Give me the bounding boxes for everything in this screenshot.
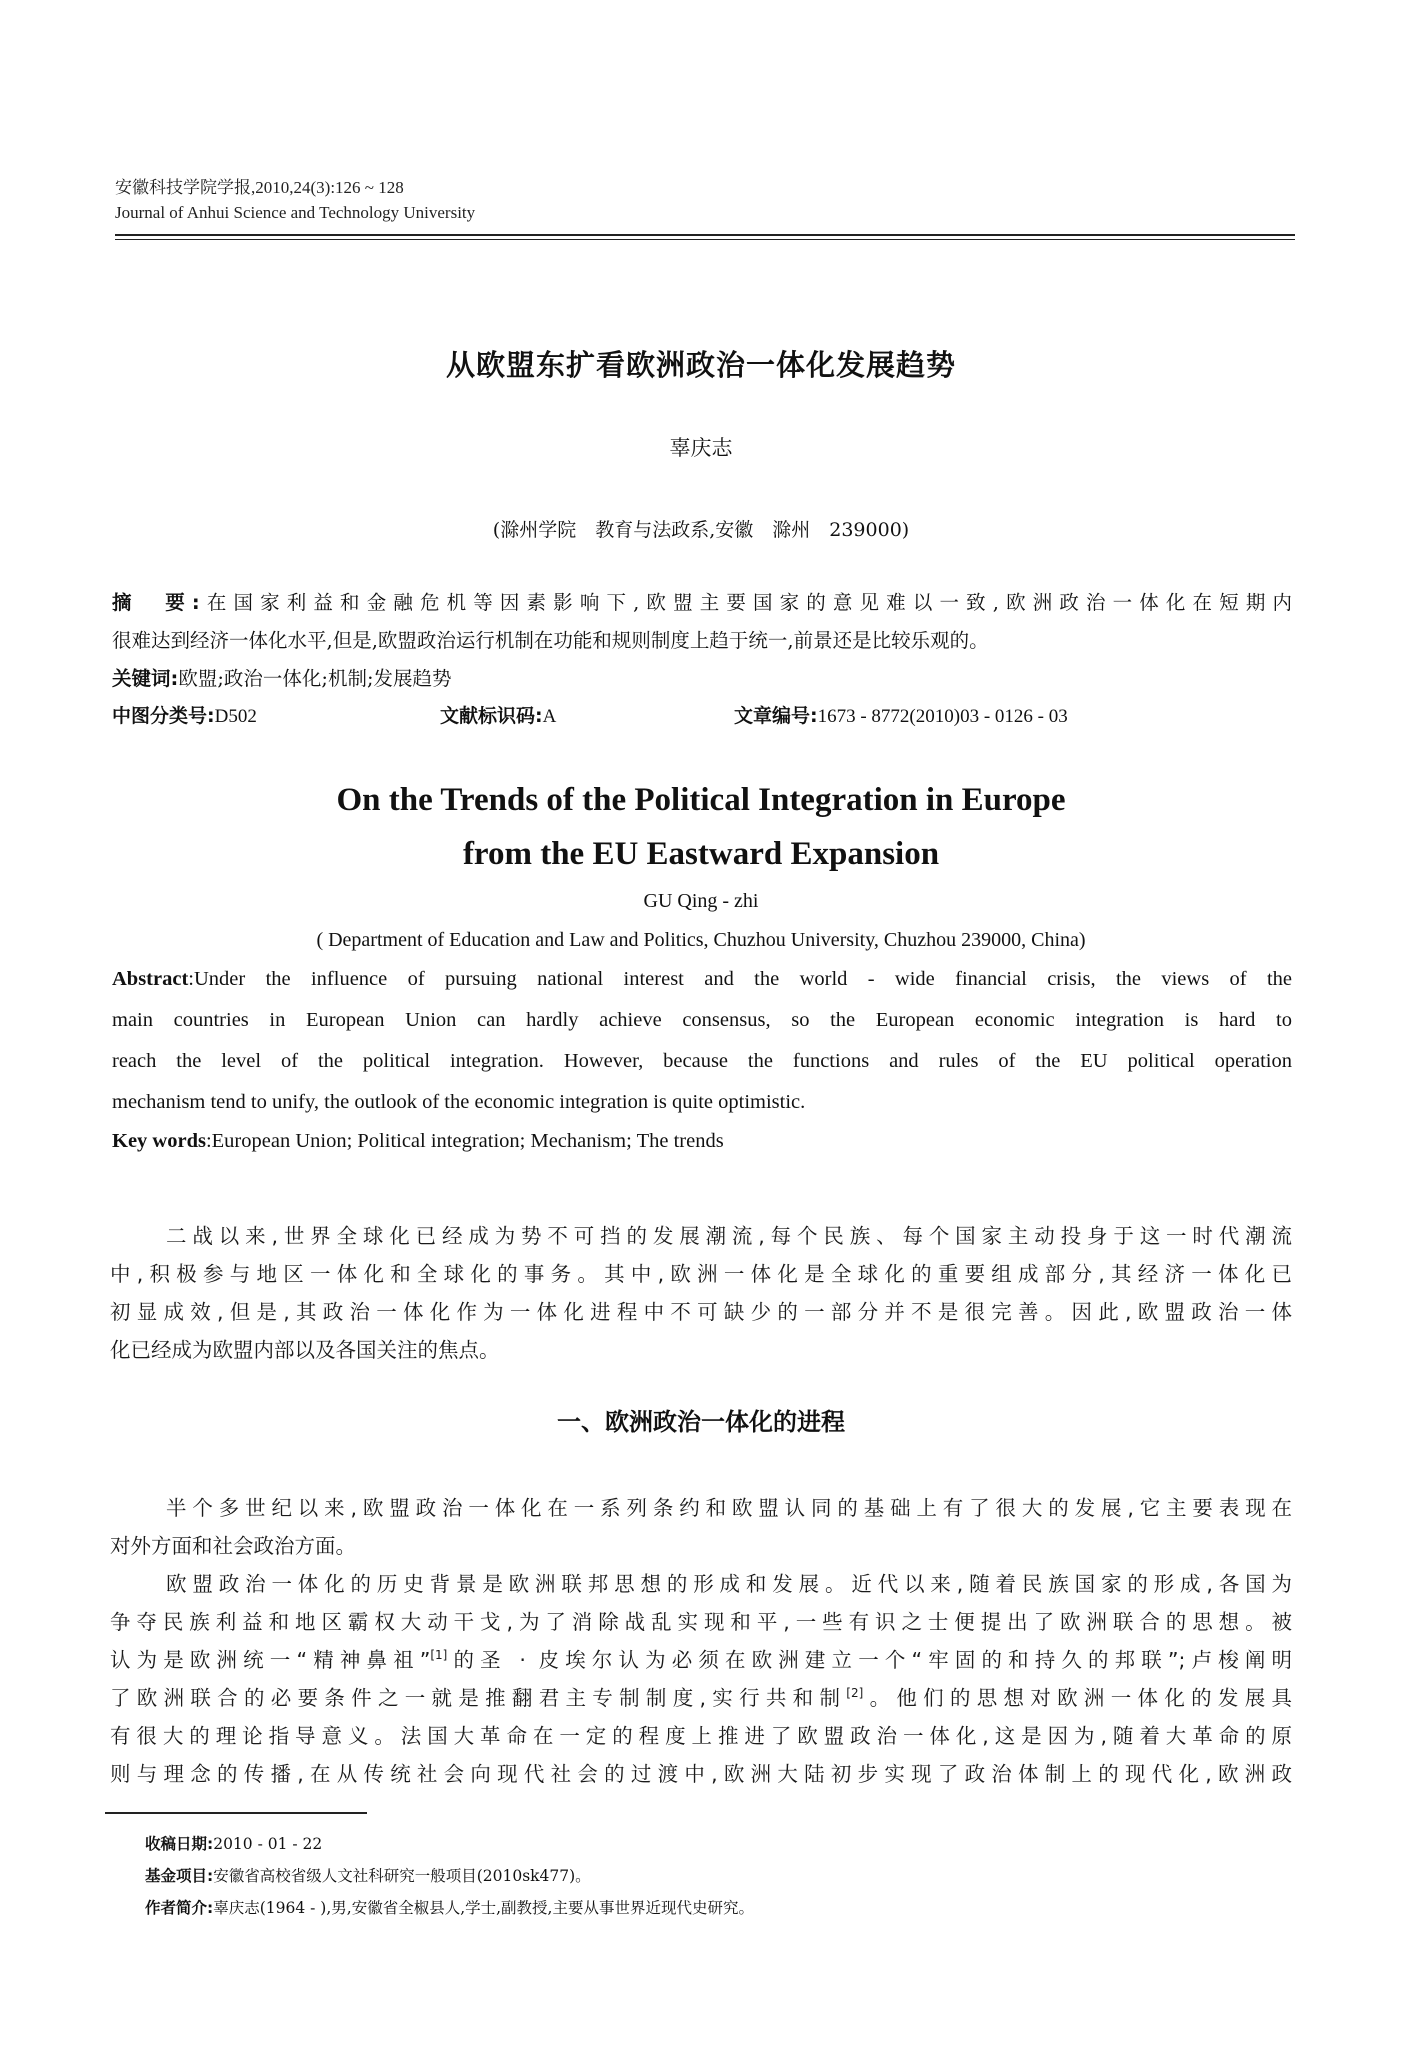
intro-line-1: 二战以来,世界全球化已经成为势不可挡的发展潮流,每个民族、每个国家主动投身于这一时代潮流 xyxy=(166,1224,1292,1248)
abstract-en-line-1: Abstract:Under the influence of pursuing national interest and the world - wide financial crisis, the views of the xyxy=(112,968,1292,990)
journal-name: Journal of Anhui Science and Technology University xyxy=(115,203,476,222)
intro-line-2: 中,积极参与地区一体化和全球化的事务。其中,欧洲一体化是全球化的重要组成部分,其经济一体化已 xyxy=(110,1262,1292,1286)
article-title-en-line-2: from the EU Eastward Expansion xyxy=(462,836,940,872)
affiliation-cn: (滁州学院 教育与法政系,安徽 滁州 239000) xyxy=(492,519,910,541)
abstract-en-line-3: reach the level of the political integration. However, because the functions and rules of the EU political operation xyxy=(112,1050,1292,1072)
abstract-cn-line-2: 很难达到经济一体化水平,但是,欧盟政治运行机制在功能和规则制度上趋于统一,前景还是比较乐观的。 xyxy=(112,629,989,652)
keywords-en-label: Key words xyxy=(112,1130,206,1152)
author-name-cn: 辜庆志 xyxy=(669,436,733,460)
doc-code-label: 文献标识码: xyxy=(440,705,543,727)
s1-p2-line-6: 则与理念的传播,在从传统社会向现代社会的过渡中,欧洲大陆初步实现了政治体制上的现代化,欧洲政 xyxy=(110,1762,1292,1786)
abstract-cn-text: 在国家利益和金融危机等因素影响下,欧盟主要国家的意见难以一致,欧洲政治一体化在短期内 xyxy=(199,591,1292,614)
citation-ref-1[interactable]: [1] xyxy=(430,1648,448,1663)
footnote-rule xyxy=(105,1812,367,1814)
affiliation-en: ( Department of Education and Law and Politics, Chuzhou University, Chuzhou 239000, China) xyxy=(316,929,1086,951)
abstract-en-line-4: mechanism tend to unify, the outlook of the economic integration is quite optimistic. xyxy=(112,1091,806,1113)
s1-p2-line-1: 欧盟政治一体化的历史背景是欧洲联邦思想的形成和发展。近代以来,随着民族国家的形成,各国为 xyxy=(166,1572,1292,1596)
keywords-en-value: European Union; Political integration; Mechanism; The trends xyxy=(211,1130,724,1152)
article-title-en-line-1: On the Trends of the Political Integration in Europe xyxy=(336,782,1066,818)
s1-p2-line-2: 争夺民族利益和地区霸权大动干戈,为了消除战乱实现和平,一些有识之士便提出了欧洲联合的思想。被 xyxy=(110,1610,1292,1634)
footnote-received-date: 收稿日期:2010 - 01 - 22 xyxy=(145,1835,323,1853)
header-rule-bottom xyxy=(115,239,1295,240)
intro-line-4: 化已经成为欧盟内部以及各国关注的焦点。 xyxy=(110,1338,500,1362)
header-rule-top xyxy=(115,234,1295,236)
journal-citation: 安徽科技学院学报,2010,24(3):126 ~ 128 xyxy=(115,178,404,197)
intro-line-3: 初显成效,但是,其政治一体化作为一体化进程中不可缺少的一部分并不是很完善。因此,欧盟政治一体 xyxy=(110,1300,1292,1324)
s1-p2-line-4: 了欧洲联合的必要条件之一就是推翻君主专制制度,实行共和制[2]。他们的思想对欧洲一体化的发展具 xyxy=(110,1686,1293,1710)
s1-p2-line-5: 有很大的理论指导意义。法国大革命在一定的程度上推进了欧盟政治一体化,这是因为,随着大革命的原 xyxy=(110,1724,1292,1748)
author-name-en: GU Qing - zhi xyxy=(643,890,759,912)
s1-p1-line-2: 对外方面和社会政治方面。 xyxy=(110,1534,356,1558)
s1-p1-line-1: 半个多世纪以来,欧盟政治一体化在一系列条约和欧盟认同的基础上有了很大的发展,它主要表现在 xyxy=(166,1496,1292,1520)
clc-value: D502 xyxy=(214,706,257,727)
article-no-label: 文章编号: xyxy=(734,705,818,727)
keywords-cn-value: 欧盟;政治一体化;机制;发展趋势 xyxy=(178,667,452,690)
article-title-cn: 从欧盟东扩看欧洲政治一体化发展趋势 xyxy=(445,348,956,382)
article-no-value: 1673 - 8772(2010)03 - 0126 - 03 xyxy=(817,706,1068,727)
abstract-en-label: Abstract xyxy=(112,968,189,990)
abstract-en-text: Under the influence of pursuing national interest and the world - wide financial crisis, the views of the xyxy=(194,968,1292,990)
clc-label: 中图分类号: xyxy=(112,705,215,727)
keywords-cn xyxy=(112,663,1292,691)
abstract-en-line-2: main countries in European Union can hardly achieve consensus, so the European economic integration is hard to xyxy=(112,1009,1292,1031)
citation-ref-2[interactable]: [2] xyxy=(846,1686,864,1701)
document-code xyxy=(440,701,556,728)
abstract-cn-line-1 xyxy=(112,587,1292,615)
keywords-cn-label: 关键词: xyxy=(112,667,179,690)
s1-p2-line-3: 认为是欧洲统一“精神鼻祖”[1]的圣 · 皮埃尔认为必须在欧洲建立一个“牢固的和持久的邦联”;卢梭阐明 xyxy=(110,1648,1292,1672)
abstract-cn-label: 摘 要: xyxy=(112,591,200,614)
clc-number xyxy=(112,701,257,728)
footnote-author-bio: 作者简介:辜庆志(1964 - ),男,安徽省全椒县人,学士,副教授,主要从事世界近现代史研究。 xyxy=(145,1899,754,1917)
footnote-fund: 基金项目:安徽省高校省级人文社科研究一般项目(2010sk477)。 xyxy=(145,1867,591,1885)
section-heading-1: 一、欧洲政治一体化的进程 xyxy=(557,1408,845,1436)
doc-code-value: A xyxy=(542,706,557,727)
keywords-en: Key words:European Union; Political integration; Mechanism; The trends xyxy=(112,1130,724,1152)
article-number xyxy=(734,701,1068,728)
